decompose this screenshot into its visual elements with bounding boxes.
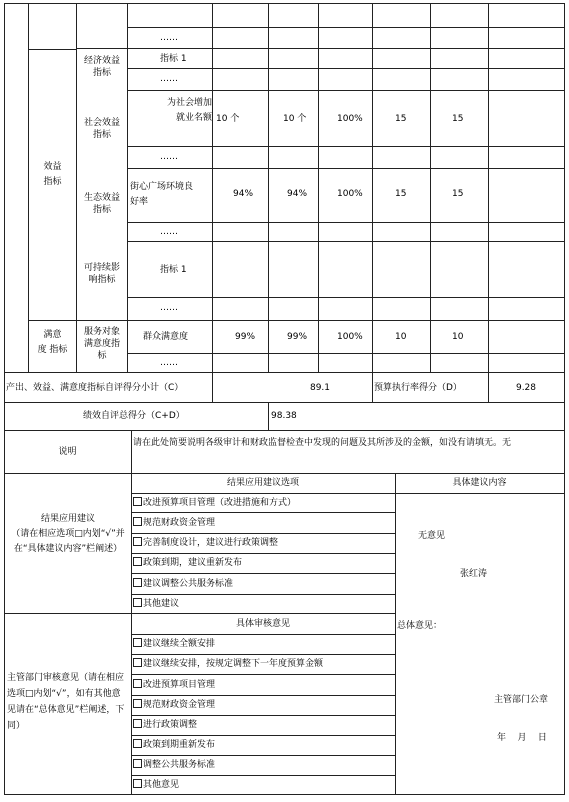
sustainable-impact-label: 可持续影 响指标 [83,263,120,285]
result-content-header: 具体建议内容 [452,478,507,488]
ecological-target: 94% [233,189,254,199]
review-option-6[interactable]: 政策到期重新发布 [133,739,215,751]
ellipsis-row: …… [160,33,178,43]
total-score-label: 绩效自评总得分（C+D） [83,411,185,421]
explanation-text: 请在此处简要说明各级审计和财政监督检查中发现的问题及其所涉及的金额，如没有请填无。无 [133,438,512,448]
result-option-6[interactable]: 其他建议 [133,598,179,610]
review-option-8[interactable]: 其他意见 [133,779,179,791]
checkbox[interactable] [133,537,142,546]
checkbox[interactable] [133,557,142,566]
social-indicator: 为社会增加 就业名额 [166,98,212,123]
ecological-actual: 94% [287,189,308,199]
satisfaction-indicator: 群众满意度 [143,332,189,342]
signer-name: 张红涛 [460,569,488,579]
result-option-1[interactable]: 改进预算项目管理（改进措施和方式） [133,497,296,509]
review-header: 具体审核意见 [235,619,290,629]
ecological-score-full: 15 [395,189,407,199]
ellipsis-row: …… [160,358,178,368]
satisfaction-rate: 100% [337,332,363,342]
ecological-rate: 100% [337,189,363,199]
ecological-benefit-label: 生态效益 指标 [83,193,120,215]
checkbox[interactable] [133,517,142,526]
no-opinion-text: 无意见 [418,531,446,541]
social-target: 10 个 [216,114,240,124]
checkbox[interactable] [133,699,142,708]
ellipsis-row: …… [160,74,178,84]
checkbox[interactable] [133,719,142,728]
social-score: 15 [452,114,464,124]
checkbox[interactable] [133,497,142,506]
ecological-indicator: 街心广场环境良 好率 [130,182,194,207]
date-label: 年 月 日 [497,733,547,743]
review-option-5[interactable]: 进行政策调整 [133,719,197,731]
result-application-label: 结果应用建议 （请在相应选项□内划“√”并在“具体建议内容”栏阐述） [11,514,125,554]
benefit-indicator-label: 效益 指标 [43,162,62,187]
result-options-header: 结果应用建议选项 [226,478,299,488]
service-satisfaction-label: 服务对象 满意度指 标 [83,327,120,361]
result-option-2[interactable]: 规范财政资金管理 [133,517,215,529]
sustainable-indicator: 指标 1 [160,265,187,275]
checkbox[interactable] [133,578,142,587]
economic-benefit-label: 经济效益 指标 [83,56,120,78]
review-option-3[interactable]: 改进预算项目管理 [133,679,215,691]
checkbox[interactable] [133,598,142,607]
review-label: 主管部门审核意见（请在相应选项□内划“√”，如有其他意见请在“总体意见”栏阐述，下同） [7,673,125,731]
subtotal-value: 89.1 [309,383,331,393]
social-actual: 10 个 [283,114,307,124]
satisfaction-indicator-label: 满意 度 指标 [37,330,68,355]
satisfaction-actual: 99% [287,332,308,342]
explanation-label: 说明 [58,447,77,457]
checkbox[interactable] [133,679,142,688]
ellipsis-row: …… [160,152,178,162]
budget-execution-value: 9.28 [515,383,537,393]
social-score-full: 15 [395,114,407,124]
subtotal-label: 产出、效益、满意度指标自评得分小计（C） [6,383,184,393]
review-option-2[interactable]: 建议继续安排，按规定调整下一年度预算金额 [133,658,323,670]
ecological-score: 15 [452,189,464,199]
result-option-5[interactable]: 建议调整公共服务标准 [133,578,233,590]
checkbox[interactable] [133,739,142,748]
budget-execution-label: 预算执行率得分（D） [374,383,462,393]
department-seal-label: 主管部门公章 [494,695,549,705]
checkbox[interactable] [133,759,142,768]
result-option-3[interactable]: 完善制度设计，建议进行政策调整 [133,537,278,549]
satisfaction-score: 10 [452,332,464,342]
review-option-1[interactable]: 建议继续全额安排 [133,638,215,650]
total-score-value: 98.38 [271,411,297,421]
result-option-4[interactable]: 政策到期，建议重新发布 [133,557,242,569]
overall-opinion-label: 总体意见： [397,621,443,631]
checkbox[interactable] [133,658,142,667]
review-option-7[interactable]: 调整公共服务标准 [133,759,215,771]
satisfaction-score-full: 10 [395,332,407,342]
ellipsis-row: …… [160,227,178,237]
ellipsis-row: …… [160,303,178,313]
economic-indicator: 指标 1 [160,54,187,64]
checkbox[interactable] [133,638,142,647]
checkbox[interactable] [133,779,142,788]
social-rate: 100% [337,114,363,124]
review-option-4[interactable]: 规范财政资金管理 [133,699,215,711]
social-benefit-label: 社会效益 指标 [83,118,120,140]
satisfaction-target: 99% [235,332,256,342]
